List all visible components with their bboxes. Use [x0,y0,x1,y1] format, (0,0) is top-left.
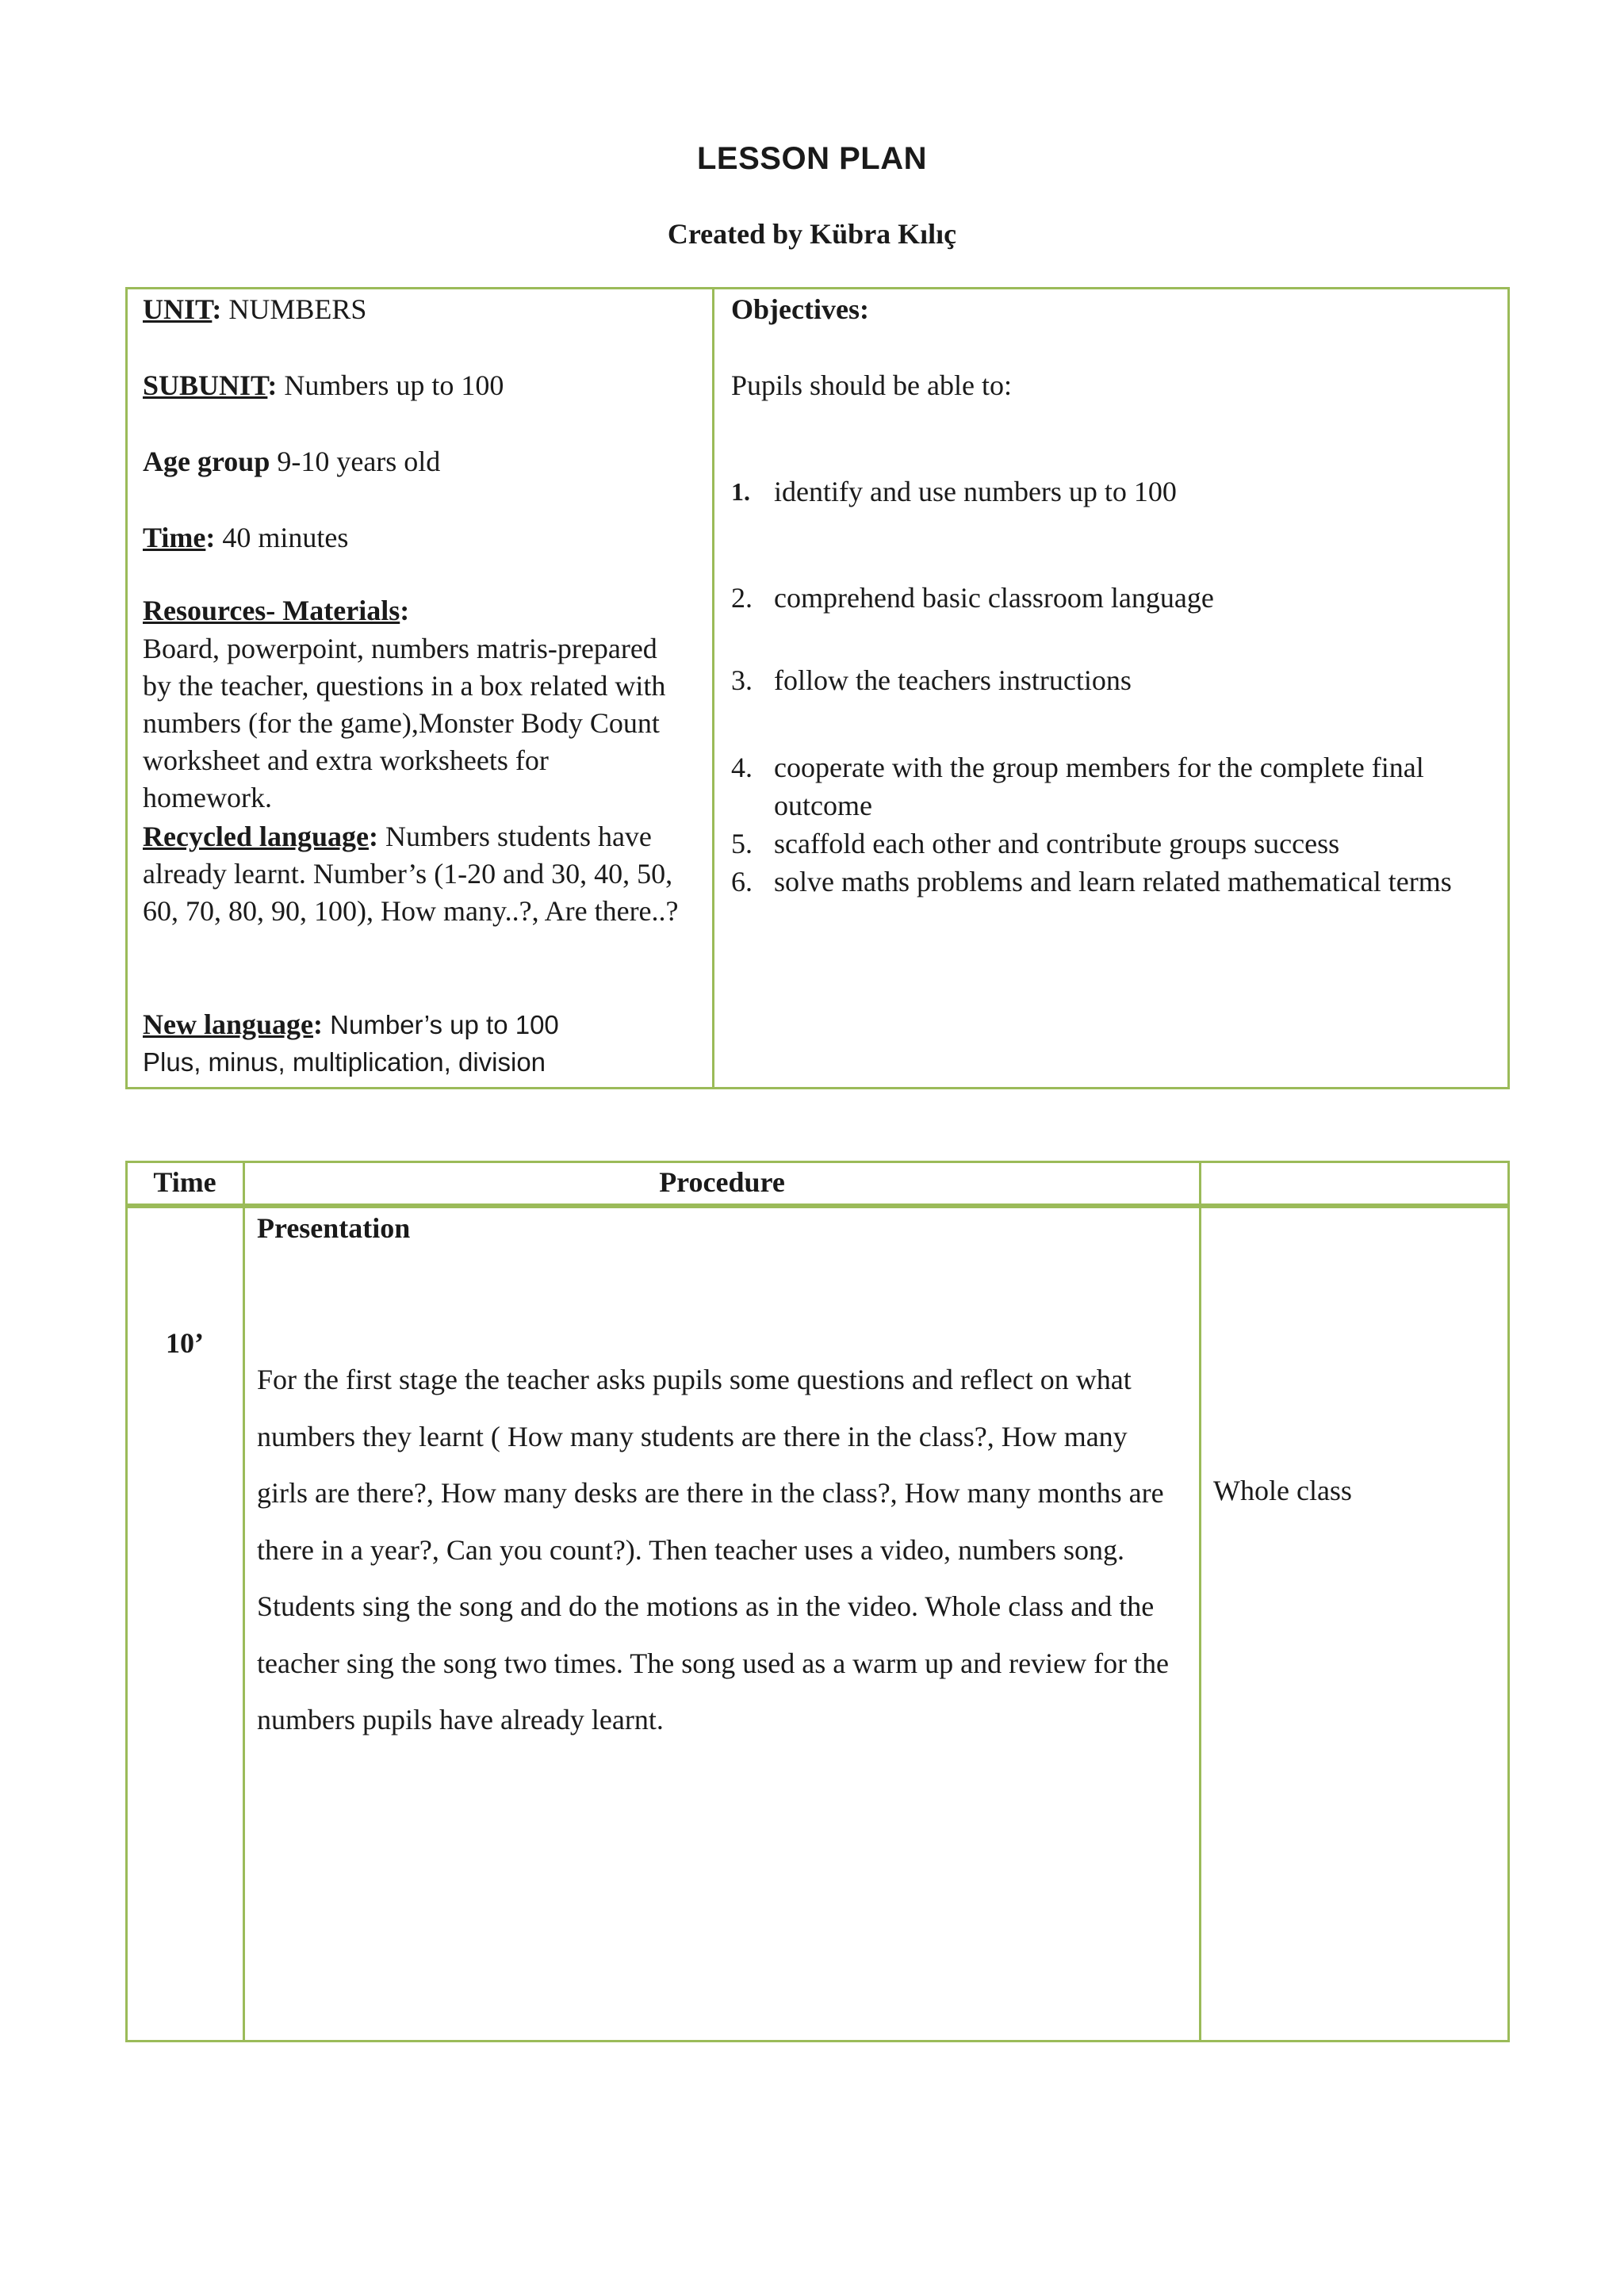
objective-text: cooperate with the group members for the complete final outcome [774,752,1424,821]
recycled-colon: : [368,821,378,852]
objective-text: solve maths problems and learn related mathematical terms [774,866,1452,897]
procedure-header-rule [125,1203,1510,1208]
age-line [143,442,440,480]
recycled-label: Recycled language [143,821,369,852]
column-header-time: Time [153,1166,216,1198]
objective-text: follow the teachers instructions [774,664,1132,696]
resources-text: Board, powerpoint, numbers matris-prepared by the teacher, questions in a box related with numbers (for the game),Monster Body Count worksheet and extra worksheets for homework. [143,633,666,813]
subunit-colon: : [267,369,278,401]
resources-colon: : [400,595,410,626]
procedure-text: For the first stage the teacher asks pupils some questions and reflect on what numbers they learnt ( How many students are there in the class?, How many girls are there?, How many desks are there in the class?, How many months are there in a year?, Can you count?). Then teacher uses a video, numbers song. Students sing the song and do the motions as in the video. Whole class and the teacher sing the song two times. The song used as a warm up and review for the numbers pupils have already learnt. [257,1364,1170,1735]
new-language-extra: Plus, minus, multiplication, division [143,1047,546,1077]
objective-number: 5. [731,828,753,859]
time-value: 40 minutes [215,522,349,553]
unit-value: NUMBERS [221,293,367,325]
resources-heading [143,591,409,629]
row-time: 10’ [166,1327,204,1359]
page-subtitle: Created by Kübra Kılıç [667,218,957,250]
unit-label: UNIT [143,293,213,325]
time-colon: : [205,522,216,553]
unit-colon: : [212,293,222,325]
subunit-line [143,366,504,404]
objective-number: 2. [731,582,753,614]
age-label: Age group [143,446,270,477]
age-value: 9-10 years old [270,446,441,477]
time-line [143,519,348,557]
objective-number: 1. [731,477,750,506]
new-language-colon: : [313,1008,323,1040]
objective-text: comprehend basic classroom language [774,582,1214,614]
new-language-value: Number’s up to 100 [323,1010,559,1039]
resources-label: Resources- Materials [143,595,400,626]
subunit-label: SUBUNIT [143,369,268,401]
objectives-heading: Objectives: [731,293,869,325]
procedure-col-divider-2 [1199,1161,1201,2042]
objective-number: 3. [731,664,753,696]
subunit-value: Numbers up to 100 [277,369,504,401]
objective-text: identify and use numbers up to 100 [774,476,1177,507]
interaction-pattern: Whole class [1213,1475,1352,1506]
stage-label: Presentation [257,1212,411,1244]
objective-number: 4. [731,752,753,783]
column-header-procedure: Procedure [659,1166,785,1198]
objectives-intro: Pupils should be able to: [731,369,1012,401]
page-title: LESSON PLAN [697,141,927,176]
objective-text: scaffold each other and contribute groups success [774,828,1340,859]
recycled-text: Numbers students have already learnt. Number’s (1-20 and 30, 40, 50, 60, 70, 80, 90, 100), How many..?, Are there..? [143,821,679,927]
time-label: Time [143,522,206,553]
procedure-col-divider-1 [243,1161,245,2042]
new-language-label: New language [143,1008,313,1040]
new-language-line [143,1005,559,1044]
recycled-block [143,818,682,930]
objective-number: 6. [731,866,753,897]
unit-line [143,290,366,328]
info-table-divider [712,287,714,1089]
